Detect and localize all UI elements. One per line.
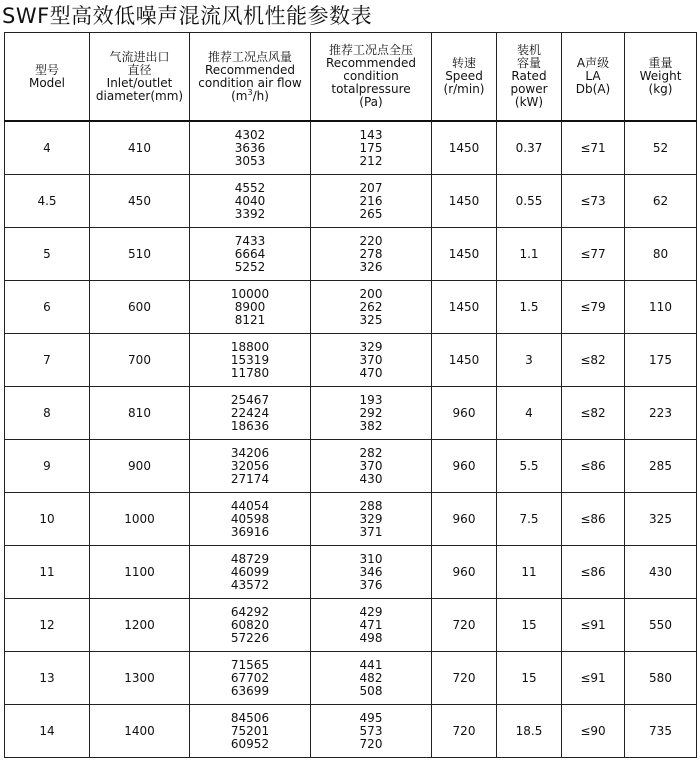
spec-table (4, 32, 697, 758)
cell-value-line: 84506 (230, 710, 270, 725)
cell-value-line: 310 (359, 551, 383, 566)
cell-value-line: 508 (359, 683, 383, 698)
cell-power: 11 (497, 546, 562, 599)
cell-value-line: 27174 (230, 471, 270, 486)
cell-value-line: 441 (359, 657, 383, 672)
cell-value-line: 573 (359, 723, 383, 738)
cell-value-line: 265 (359, 206, 383, 221)
table-row (5, 599, 697, 652)
cell-value-line: 25467 (230, 392, 270, 407)
cell-pressure (311, 599, 432, 652)
table-row (5, 228, 697, 281)
table-row (5, 652, 697, 705)
header-speed (432, 33, 497, 122)
cell-value-line: 498 (359, 630, 383, 645)
cell-value-line: 4040 (234, 193, 266, 208)
cell-value-line: 11780 (230, 365, 270, 380)
cell-value-line: 430 (359, 471, 383, 486)
cell-power: 18.5 (497, 705, 562, 758)
cell-value-line: 3053 (234, 153, 266, 168)
cell-air-flow (190, 387, 311, 440)
table-row (5, 387, 697, 440)
cell-value-line: 63699 (230, 683, 270, 698)
cell-value-line: 18636 (230, 418, 270, 433)
cell-power: 1.5 (497, 281, 562, 334)
header-line: Inlet/outlet (106, 75, 173, 90)
cell-model: 13 (5, 652, 90, 705)
header-weight (625, 33, 697, 122)
cell-model: 7 (5, 334, 90, 387)
cell-pressure (311, 175, 432, 228)
header-model (5, 33, 90, 122)
table-row (5, 281, 697, 334)
header-line: Rated (511, 69, 547, 83)
header-line: Recommended (325, 56, 417, 70)
cell-diameter: 1000 (90, 493, 190, 546)
cell-value-line: 60820 (230, 617, 270, 632)
cell-value-line: 15319 (230, 352, 270, 367)
header-line: 容量 (516, 56, 541, 70)
cell-value-line: 220 (359, 233, 383, 248)
cell-weight: 550 (625, 599, 697, 652)
cell-weight: 175 (625, 334, 697, 387)
cell-pressure (311, 652, 432, 705)
cell-weight: 580 (625, 652, 697, 705)
cell-noise-level: ≤82 (562, 387, 625, 440)
header-line: (Pa) (359, 95, 383, 109)
cell-value-line: 40598 (230, 511, 270, 526)
cell-noise-level: ≤77 (562, 228, 625, 281)
cell-noise-level: ≤82 (562, 334, 625, 387)
cell-value-line: 4302 (234, 127, 266, 142)
cell-weight: 80 (625, 228, 697, 281)
cell-diameter: 700 (90, 334, 190, 387)
cell-model: 6 (5, 281, 90, 334)
cell-value-line: 429 (359, 604, 383, 619)
cell-value-line: 470 (359, 365, 383, 380)
header-diameter (90, 33, 190, 122)
cell-noise-level: ≤86 (562, 440, 625, 493)
cell-value-line: 471 (359, 617, 383, 632)
cell-speed: 720 (432, 652, 497, 705)
table-row (5, 334, 697, 387)
table-row (5, 175, 697, 228)
cell-power: 5.5 (497, 440, 562, 493)
cell-pressure (311, 334, 432, 387)
cell-value-line: 376 (359, 577, 383, 592)
cell-value-line: 3392 (234, 206, 266, 221)
cell-power: 15 (497, 652, 562, 705)
cell-power: 0.55 (497, 175, 562, 228)
cell-power: 15 (497, 599, 562, 652)
cell-value-line: 175 (359, 140, 383, 155)
cell-air-flow (190, 493, 311, 546)
cell-noise-level: ≤91 (562, 652, 625, 705)
cell-model: 4 (5, 121, 90, 175)
cell-air-flow (190, 652, 311, 705)
header-line: 重量 (648, 56, 673, 70)
cell-air-flow (190, 281, 311, 334)
cell-value-line: 292 (359, 405, 383, 420)
cell-weight: 285 (625, 440, 697, 493)
cell-value-line: 71565 (230, 657, 270, 672)
cell-value-line: 64292 (230, 604, 270, 619)
cell-value-line: 329 (359, 511, 383, 526)
cell-value-line: 143 (359, 127, 383, 142)
cell-value-line: 32056 (230, 458, 270, 473)
cell-speed: 960 (432, 546, 497, 599)
header-line: A声级 (576, 56, 610, 70)
cell-value-line: 482 (359, 670, 383, 685)
table-row (5, 440, 697, 493)
cell-diameter: 1200 (90, 599, 190, 652)
cell-value-line: 18800 (230, 339, 270, 354)
cell-value-line: 329 (359, 339, 383, 354)
cell-value-line: 34206 (230, 445, 270, 460)
cell-noise-level: ≤73 (562, 175, 625, 228)
cell-diameter: 1400 (90, 705, 190, 758)
header-line: 转速 (451, 56, 476, 70)
cell-value-line: 60952 (230, 736, 270, 751)
cell-model: 5 (5, 228, 90, 281)
cell-speed: 1450 (432, 281, 497, 334)
cell-air-flow (190, 546, 311, 599)
cell-diameter: 450 (90, 175, 190, 228)
header-unit: $(m^3/h)$ (231, 87, 269, 103)
cell-pressure (311, 440, 432, 493)
header-line: condition (343, 69, 399, 83)
header-power (497, 33, 562, 122)
cell-value-line: 10000 (230, 286, 270, 301)
header-line: 推荐工况点风量 (207, 49, 292, 64)
cell-value-line: 326 (359, 259, 383, 274)
cell-pressure (311, 546, 432, 599)
header-pressure (311, 33, 432, 122)
cell-power: 1.1 (497, 228, 562, 281)
cell-value-line: 7433 (234, 233, 266, 248)
cell-air-flow (190, 334, 311, 387)
header-line: Weight (639, 69, 682, 83)
cell-diameter: 600 (90, 281, 190, 334)
cell-speed: 1450 (432, 175, 497, 228)
cell-weight: 430 (625, 546, 697, 599)
cell-value-line: 325 (359, 312, 383, 327)
cell-value-line: 8900 (234, 299, 266, 314)
cell-noise-level: ≤86 (562, 546, 625, 599)
header-line: condition air flow (198, 75, 302, 90)
cell-noise-level: ≤79 (562, 281, 625, 334)
header-line: 直径 (127, 62, 152, 77)
cell-value-line: 720 (359, 736, 383, 751)
cell-value-line: 207 (359, 180, 383, 195)
cell-value-line: 36916 (230, 524, 270, 539)
cell-diameter: 1300 (90, 652, 190, 705)
cell-diameter: 510 (90, 228, 190, 281)
cell-weight: 223 (625, 387, 697, 440)
header-line: Recommended (204, 62, 296, 77)
header-row (5, 33, 697, 122)
cell-pressure (311, 281, 432, 334)
header-line: power (510, 82, 548, 96)
cell-power: 3 (497, 334, 562, 387)
cell-diameter: 810 (90, 387, 190, 440)
table-row (5, 546, 697, 599)
cell-value-line: 67702 (230, 670, 270, 685)
header-line: 装机 (516, 43, 541, 57)
cell-air-flow (190, 228, 311, 281)
header-line: Db(A) (575, 82, 611, 96)
cell-value-line: 4552 (234, 180, 266, 195)
cell-value-line: 370 (359, 458, 383, 473)
cell-value-line: 200 (359, 286, 383, 301)
cell-speed: 960 (432, 440, 497, 493)
header-line: (r/min) (443, 82, 485, 96)
cell-value-line: 216 (359, 193, 383, 208)
cell-value-line: 278 (359, 246, 383, 261)
cell-speed: 720 (432, 599, 497, 652)
cell-model: 8 (5, 387, 90, 440)
header-line: totalpressure (331, 82, 411, 96)
cell-pressure (311, 387, 432, 440)
cell-pressure (311, 705, 432, 758)
cell-power: 0.37 (497, 121, 562, 175)
cell-noise-level: ≤91 (562, 599, 625, 652)
cell-value-line: 282 (359, 445, 383, 460)
cell-value-line: 57226 (230, 630, 270, 645)
cell-model: 4.5 (5, 175, 90, 228)
cell-value-line: 346 (359, 564, 383, 579)
cell-air-flow (190, 599, 311, 652)
cell-model: 10 (5, 493, 90, 546)
cell-noise-level: ≤90 (562, 705, 625, 758)
header-line: Speed (445, 69, 483, 83)
cell-noise-level: ≤86 (562, 493, 625, 546)
cell-pressure (311, 121, 432, 175)
cell-noise-level: ≤71 (562, 121, 625, 175)
table-row (5, 493, 697, 546)
cell-weight: 325 (625, 493, 697, 546)
cell-air-flow (190, 121, 311, 175)
header-air-flow (190, 33, 311, 122)
cell-value-line: 75201 (230, 723, 270, 738)
cell-value-line: 212 (359, 153, 383, 168)
cell-speed: 1450 (432, 228, 497, 281)
header-noise (562, 33, 625, 122)
cell-speed: 960 (432, 387, 497, 440)
cell-diameter: 410 (90, 121, 190, 175)
cell-speed: 1450 (432, 121, 497, 175)
header-line: (kg) (648, 82, 673, 96)
cell-diameter: 1100 (90, 546, 190, 599)
cell-pressure (311, 493, 432, 546)
header-line: (kW) (514, 95, 544, 109)
cell-value-line: 22424 (230, 405, 270, 420)
header-line: Model (28, 75, 66, 90)
cell-speed: 960 (432, 493, 497, 546)
cell-model: 9 (5, 440, 90, 493)
cell-value-line: 8121 (234, 312, 266, 327)
cell-model: 11 (5, 546, 90, 599)
cell-value-line: 6664 (234, 246, 266, 261)
cell-air-flow (190, 705, 311, 758)
cell-speed: 720 (432, 705, 497, 758)
cell-pressure (311, 228, 432, 281)
cell-weight: 110 (625, 281, 697, 334)
cell-value-line: 5252 (234, 259, 266, 274)
cell-value-line: 44054 (230, 498, 270, 513)
table-row (5, 705, 697, 758)
cell-power: 4 (497, 387, 562, 440)
cell-model: 12 (5, 599, 90, 652)
cell-weight: 62 (625, 175, 697, 228)
table-row (5, 121, 697, 175)
cell-model: 14 (5, 705, 90, 758)
header-line: 推荐工况点全压 (328, 43, 413, 57)
cell-value-line: 3636 (234, 140, 266, 155)
cell-value-line: 288 (359, 498, 383, 513)
cell-value-line: 46099 (230, 564, 270, 579)
header-line: 型号 (34, 62, 59, 77)
header-line: diameter(mm) (95, 88, 184, 103)
cell-power: 7.5 (497, 493, 562, 546)
cell-value-line: 48729 (230, 551, 270, 566)
cell-value-line: 370 (359, 352, 383, 367)
cell-value-line: 43572 (230, 577, 270, 592)
cell-diameter: 900 (90, 440, 190, 493)
cell-air-flow (190, 440, 311, 493)
header-line: LA (585, 69, 601, 83)
cell-value-line: 382 (359, 418, 383, 433)
cell-value-line: 495 (359, 710, 383, 725)
cell-air-flow (190, 175, 311, 228)
cell-value-line: 262 (359, 299, 383, 314)
cell-value-line: 371 (359, 524, 383, 539)
cell-speed: 1450 (432, 334, 497, 387)
cell-weight: 735 (625, 705, 697, 758)
page-title: SWF型高效低噪声混流风机性能参数表 (2, 4, 373, 28)
cell-weight: 52 (625, 121, 697, 175)
header-line: 气流进出口 (109, 49, 170, 64)
cell-value-line: 193 (359, 392, 383, 407)
